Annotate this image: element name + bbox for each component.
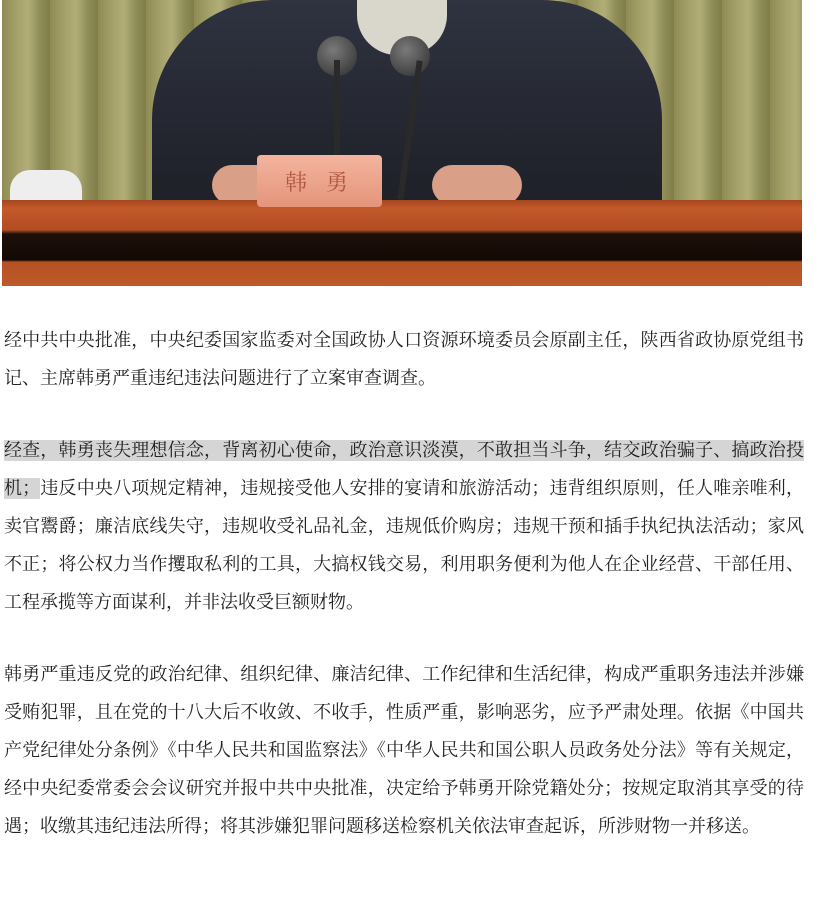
news-photo (2, 0, 802, 286)
paragraph-3: 韩勇严重违反党的政治纪律、组织纪律、廉洁纪律、工作纪律和生活纪律，构成严重职务违法并涉嫌受贿犯罪，且在党的十八大后不收敛、不收手，性质严重，影响恶劣，应予严肃处理。依据《中国共产党纪律处分条例》《中华人民共和国监察法》《中华人民共和国公职人员政务处分法》等有关规定，经中央纪委常委会会议研究并报中共中央批准，决定给予韩勇开除党籍处分；按规定取消其享受的待遇；收缴其违纪违法所得；将其涉嫌犯罪问题移送检察机关依法审查起诉，所涉财物一并移送。 (4, 664, 804, 837)
paragraph-2 (4, 432, 804, 622)
nameplate: 韩 勇 (257, 155, 382, 207)
podium-desk (2, 200, 802, 286)
article-body (4, 322, 804, 880)
selected-text[interactable]: 经查，韩勇丧失理想信念，背离初心使命，政治意识淡漠，不敢担当斗争，结交政治骗子、搞政治投机； (4, 440, 804, 499)
microphone-icon (390, 36, 430, 76)
paragraph-2-rest: 违反中央八项规定精神，违规接受他人安排的宴请和旅游活动；违背组织原则，任人唯亲唯利，卖官鬻爵；廉洁底线失守，违规收受礼品礼金，违规低价购房；违规干预和插手执纪执法活动；家风不正；将公权力当作攫取私利的工具，大搞权钱交易，利用职务便利为他人在企业经营、干部任用、工程承揽等方面谋利，并非法收受巨额财物。 (4, 478, 804, 613)
speaker-right-hand (432, 165, 522, 205)
paragraph-1: 经中共中央批准，中央纪委国家监委对全国政协人口资源环境委员会原副主任，陕西省政协原党组书记、主席韩勇严重违纪违法问题进行了立案审查调查。 (4, 330, 804, 389)
